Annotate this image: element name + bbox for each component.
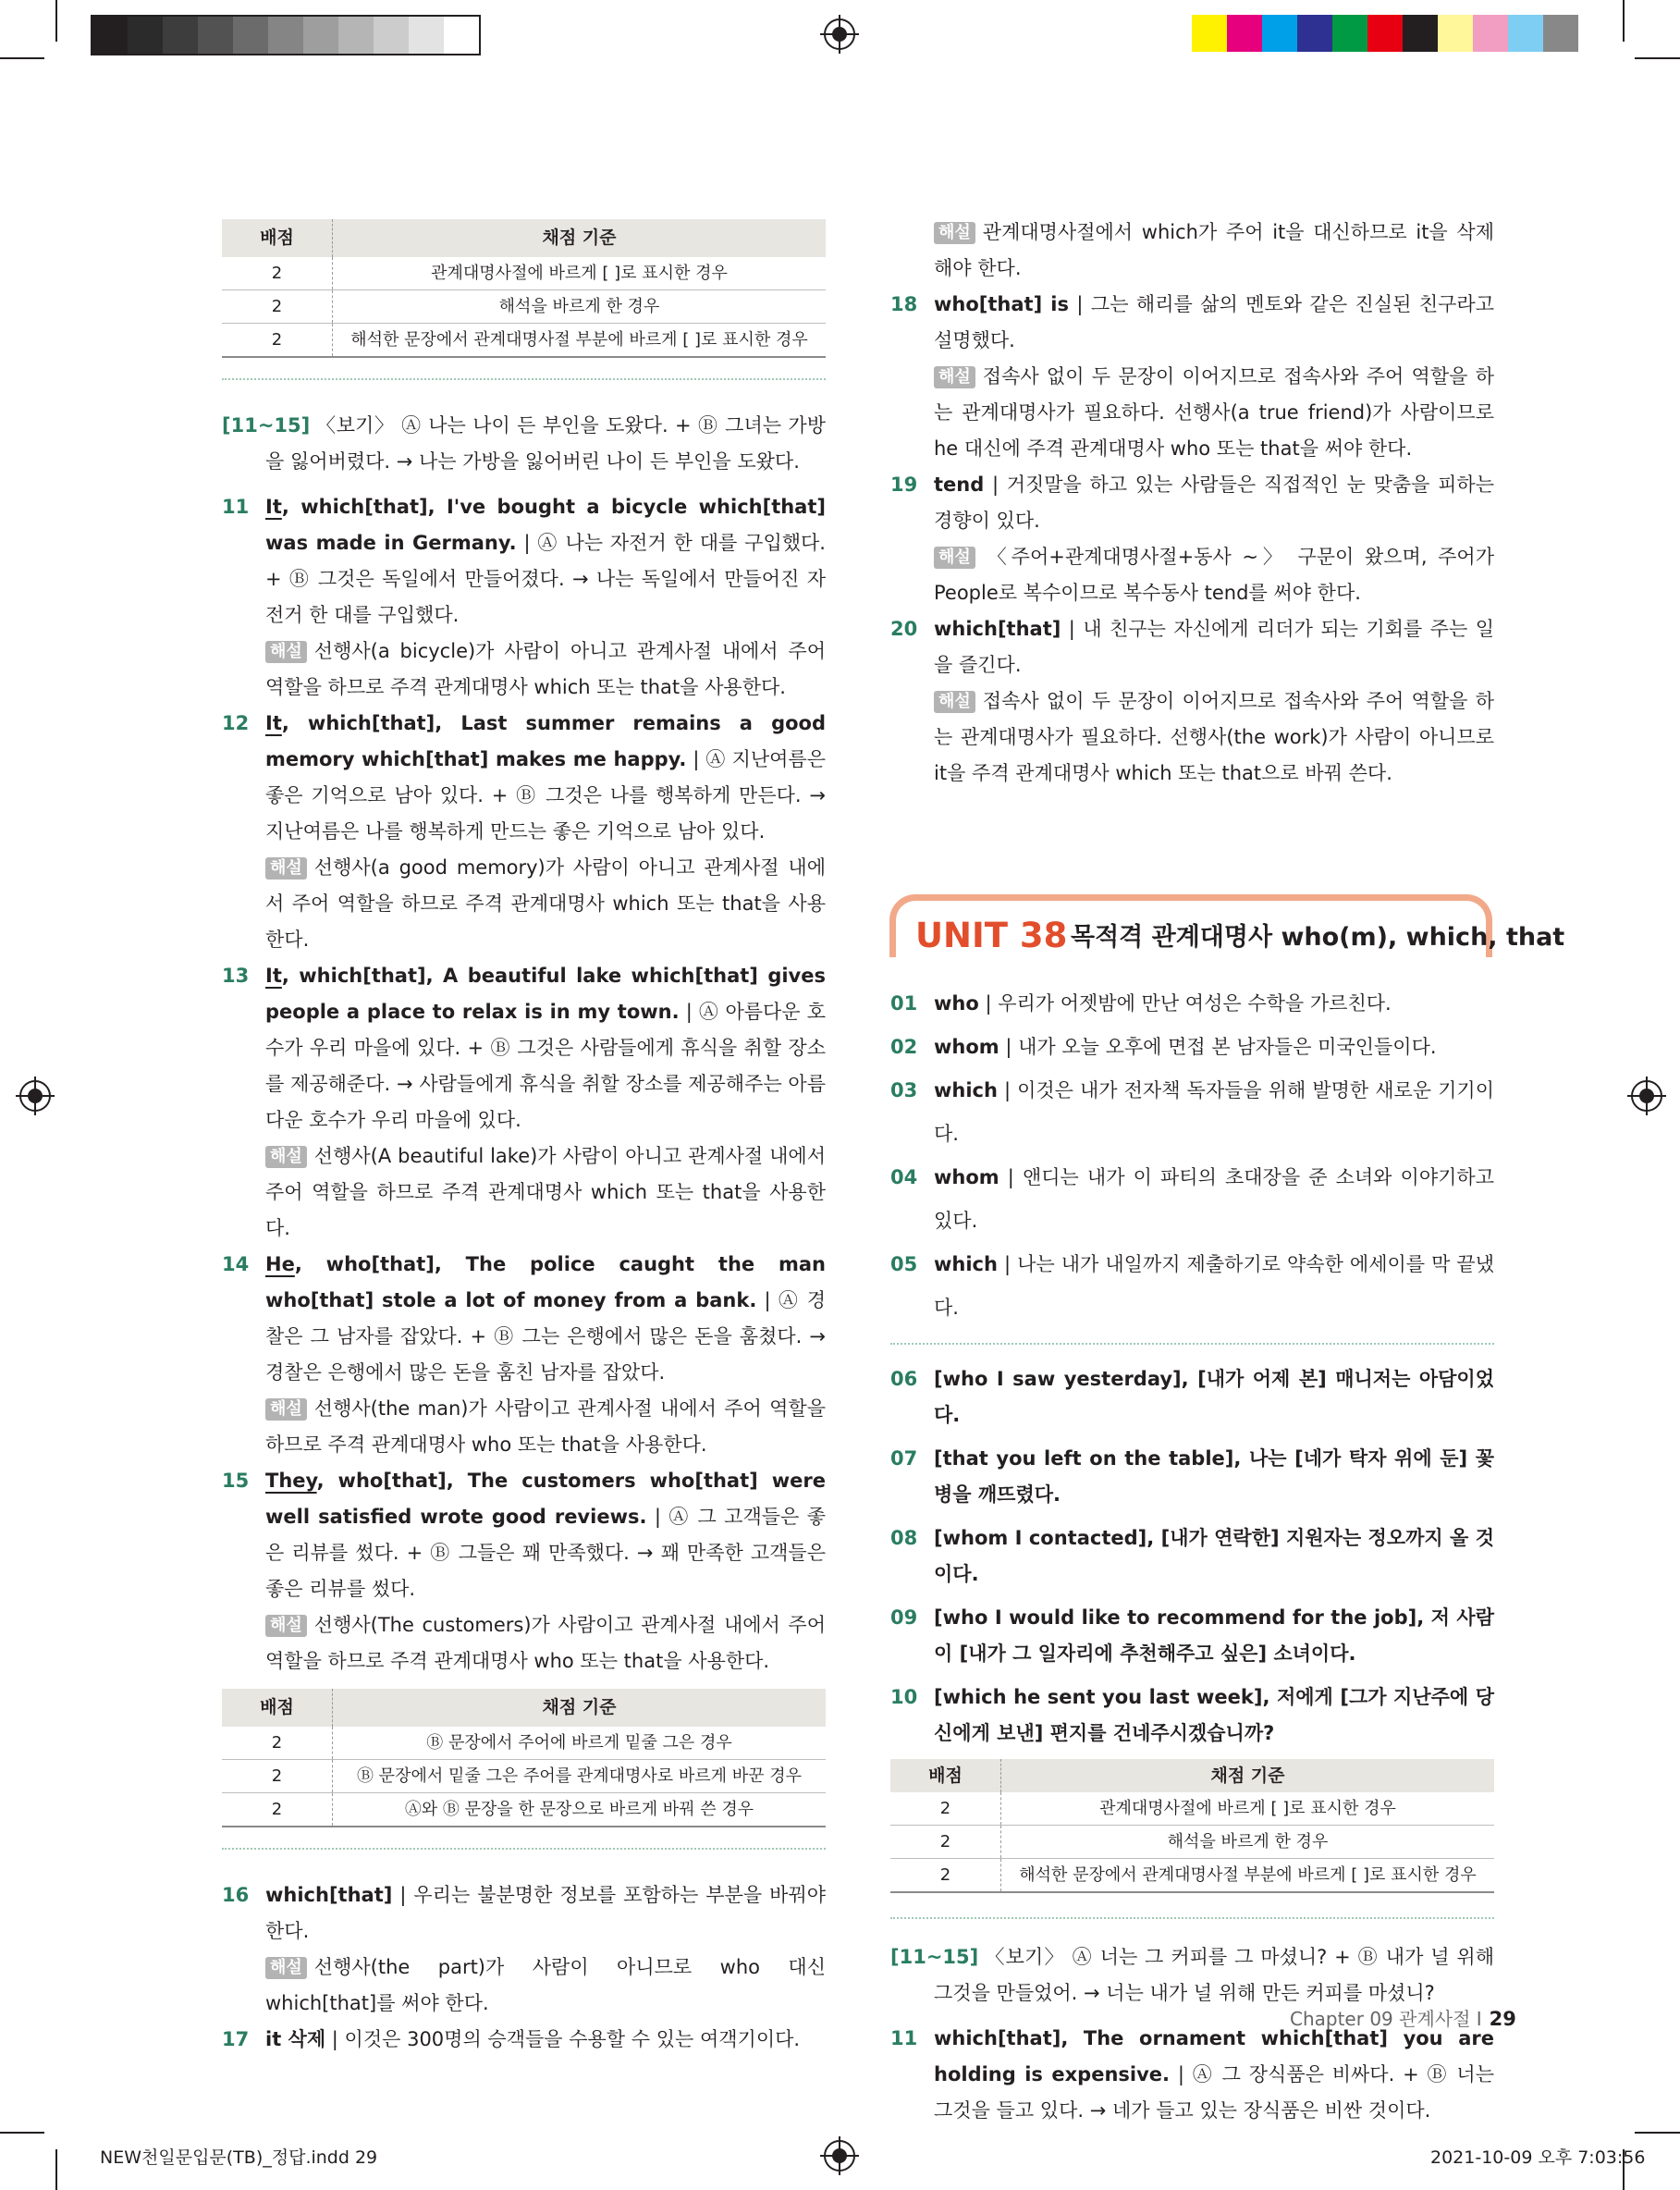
explanation-badge: 해설 [934, 222, 975, 244]
section-divider [890, 1917, 1494, 1919]
left-column [222, 219, 826, 2058]
explanation-badge: 해설 [265, 1146, 307, 1168]
explanation-badge: 해설 [934, 691, 975, 713]
registration-target-icon [1631, 1080, 1662, 1112]
answer-item-11: 11 It, which[that], I've bought a bicycle which[that] was made in Germany. | Ⓐ 나는 자전거 한 대를 구입했다. + Ⓑ 그것은 독일에서 만들어졌다. → 나는 독일에서 만들어진 자전거 한 대를 구입했다. 해설 선행사(a bicycle)가 사람이 아니고 관계사절 내에서 주어 역할을 하므로 주격 관계대명사 which 또는 that을 사용한다. [222, 496, 826, 698]
answer-item-14: 14 He, who[that], The police caught the man who[that] stole a lot of money from a bank. | Ⓐ 경찰은 그 남자를 잡았다. + Ⓑ 그는 은행에서 많은 돈을 훔쳤다. → 경찰은 은행에서 많은 돈을 훔친 남자를 잡았다. 해설 선행사(the man)가 사람이고 관계사절 내에서 주어 역할을 하므로 주격 관계대명사 who 또는 that을 사용한다. [222, 1253, 826, 1456]
scoring-table: 배점 채점 기준 2 Ⓑ 문장에서 주어에 바르게 밑줄 그은 경우 2 Ⓑ 문장에서 밑줄 그은 주어를 관계대명사로 바르게 바꾼 경우 2 Ⓐ와 Ⓑ 문장을 한 문장으로 바르게 바꿔 쓴 경우 [222, 1689, 826, 1827]
answer-item-15: 15 They, who[that], The customers who[that] were well satisfied wrote good reviews. | Ⓐ 그 고객들은 좋은 리뷰를 썼다. + Ⓑ 그들은 꽤 만족했다. → 꽤 만족한 고객들은 좋은 리뷰를 썼다. 해설 선행사(The customers)가 사람이고 관계사절 내에서 주어 역할을 하므로 주격 관계대명사 who 또는 that을 사용한다. [222, 1470, 826, 1672]
answer-item-13: 13 It, which[that], A beautiful lake which[that] gives people a place to relax is in my town. | Ⓐ 아름다운 호수가 우리 마을에 있다. + Ⓑ 그것은 사람들에게 휴식을 취할 장소를 제공해준다. → 사람들에게 휴식을 취할 장소를 제공해주는 아름다운 호수가 우리 마을에 있다. 해설 선행사(A beautiful lake)가 사람이 아니고 관계사절 내에서 주어 역할을 하므로 주격 관계대명사 which 또는 that을 사용한다. [222, 965, 826, 1239]
unit-title: 목적격 관계대명사 who(m), which, that [1071, 923, 1565, 952]
explanation-badge: 해설 [265, 1615, 307, 1637]
unit-answer-05: 05 which | 나는 내가 내일까지 제출하기로 약속한 에세이를 막 끝냈다. [890, 1253, 1494, 1319]
answer-item-20: 20 which[that] | 내 친구는 자신에게 리더가 되는 기회를 주는 일을 즐긴다. 해설 접속사 없이 두 문장이 이어지므로 접속사와 주어 역할을 하는 관계대명사가 필요하다. 선행사(the work)가 사람이 아니므로 it을 주격 관계대명사 which 또는 that으로 바꿔 쓴다. [890, 618, 1494, 784]
unit-answer-02: 02 whom | 내가 오늘 오후에 면접 본 남자들은 미국인들이다. [890, 1036, 1437, 1058]
answer-item-17-explanation: 해설 관계대명사절에서 which가 주어 it을 대신하므로 it을 삭제해야 한다. [934, 221, 1494, 279]
registration-target-icon [824, 2140, 855, 2172]
explanation-badge: 해설 [265, 1398, 307, 1421]
explanation-badge: 해설 [265, 641, 307, 663]
explanation-badge: 해설 [265, 857, 307, 880]
example-intro: [11~15] 〈보기〉 Ⓐ 나는 나이 든 부인을 도왔다. + Ⓑ 그녀는 가방을 잃어버렸다. → 나는 가방을 잃어버린 나이 든 부인을 도왔다. [222, 414, 826, 473]
section-divider [890, 1343, 1494, 1345]
answer-item-16: 16 which[that] | 우리는 불분명한 정보를 포함하는 부분을 바꿔야 한다. 해설 선행사(the part)가 사람이 아니므로 who 대신 which[that]를 써야 한다. [222, 1884, 826, 2014]
explanation-badge: 해설 [934, 547, 975, 569]
example-intro: [11~15] 〈보기〉 Ⓐ 너는 그 커피를 그 마셨니? + Ⓑ 내가 널 위해 그것을 만들었어. → 너는 내가 널 위해 만든 커피를 마셨니? [890, 1946, 1494, 2004]
crop-mark [0, 2132, 44, 2134]
answer-item-19: 19 tend | 거짓말을 하고 있는 사람들은 직접적인 눈 맞춤을 피하는 경향이 있다. 해설 〈주어+관계대명사절+동사 ~〉 구문이 왔으며, 주어가 People로 복수이므로 복수동사 tend를 써야 한다. [890, 474, 1494, 604]
answer-item-17: 17 it 삭제 | 이것은 300명의 승객들을 수용할 수 있는 여객기이다. [222, 2028, 801, 2050]
color-calibration-bar [1192, 15, 1578, 52]
scoring-table: 배점 채점 기준 2 관계대명사절에 바르게 [ ]로 표시한 경우 2 해석을 바르게 한 경우 2 해석한 문장에서 관계대명사절 부분에 바르게 [ ]로 표시한 경우 [222, 219, 826, 358]
unit-answer-08: 08 [whom I contacted], [내가 연락한] 지원자는 정오까지 올 것이다. [890, 1527, 1494, 1585]
unit-answer-11: 11 which[that], The ornament which[that] you are holding is expensive. | Ⓐ 그 장식품은 비싸다. + Ⓑ 너는 그것을 들고 있다. → 네가 들고 있는 장식품은 비싼 것이다. [890, 2027, 1495, 2122]
crop-mark [55, 2149, 57, 2190]
right-column [890, 215, 1494, 792]
unit-label: UNIT 38 [915, 916, 1068, 955]
crop-mark [0, 57, 44, 59]
crop-mark [1635, 2132, 1680, 2134]
unit-answer-03: 03 which | 이것은 내가 전자책 독자들을 위해 발명한 새로운 기기이다. [890, 1079, 1494, 1145]
page-number: 29 [1489, 2008, 1516, 2030]
unit-38-answers [890, 982, 1494, 2129]
chapter-label: Chapter 09 관계사절 Ⅰ [1290, 2008, 1482, 2030]
crop-mark [55, 0, 57, 42]
crop-mark [1623, 0, 1625, 42]
registration-target-icon [19, 1080, 51, 1112]
explanation-badge: 해설 [265, 1957, 307, 1979]
unit-answer-07: 07 [that you left on the table], 나는 [네가 탁자 위에 둔] 꽃병을 깨뜨렸다. [890, 1447, 1494, 1506]
answer-item-18: 18 who[that] is | 그는 해리를 삶의 멘토와 같은 진실된 친구라고 설명했다. 해설 접속사 없이 두 문장이 이어지므로 접속사와 주어 역할을 하는 관계대명사가 필요하다. 선행사(a true friend)가 사람이므로 he 대신에 주격 관계대명사 who 또는 that을 써야 한다. [890, 293, 1494, 460]
unit-answer-10: 10 [which he sent you last week], 저에게 [그가 지난주에 당신에게 보낸] 편지를 건네주시겠습니까? [890, 1686, 1494, 1744]
crop-mark [1635, 57, 1680, 59]
print-timestamp: 2021-10-09 오후 7:03:56 [1430, 2147, 1646, 2168]
registration-target-icon [824, 18, 855, 50]
page-footer [1290, 2004, 1516, 2031]
unit-answer-06: 06 [who I saw yesterday], [내가 어제 본] 매니저는 아담이었다. [890, 1368, 1494, 1426]
unit-answer-09: 09 [who I would like to recommend for the job], 저 사람이 [내가 그 일자리에 추천해주고 싶은] 소녀이다. [890, 1606, 1494, 1665]
section-divider [222, 1848, 826, 1850]
section-divider [222, 378, 826, 380]
scoring-table: 배점 채점 기준 2 관계대명사절에 바르게 [ ]로 표시한 경우 2 해석을 바르게 한 경우 2 해석한 문장에서 관계대명사절 부분에 바르게 [ ]로 표시한 경우 [890, 1759, 1494, 1893]
file-slug: NEW천일문입문(TB)_정답.indd 29 [100, 2147, 378, 2168]
answer-item-12: 12 It, which[that], Last summer remains a good memory which[that] makes me happy. | Ⓐ 지난여름은 좋은 기억으로 남아 있다. + Ⓑ 그것은 나를 행복하게 만든다. → 지난여름은 나를 행복하게 만드는 좋은 기억으로 남아 있다. 해설 선행사(a good memory)가 사람이 아니고 관계사절 내에서 주어 역할을 하므로 주격 관계대명사 which 또는 that을 사용한다. [222, 712, 826, 951]
explanation-badge: 해설 [934, 366, 975, 388]
unit-answer-01: 01 who | 우리가 어젯밤에 만난 여성은 수학을 가르친다. [890, 992, 1392, 1015]
grayscale-calibration-bar [91, 15, 481, 55]
unit-answer-04: 04 whom | 앤디는 내가 이 파티의 초대장을 준 소녀와 이야기하고 있다. [890, 1166, 1494, 1232]
